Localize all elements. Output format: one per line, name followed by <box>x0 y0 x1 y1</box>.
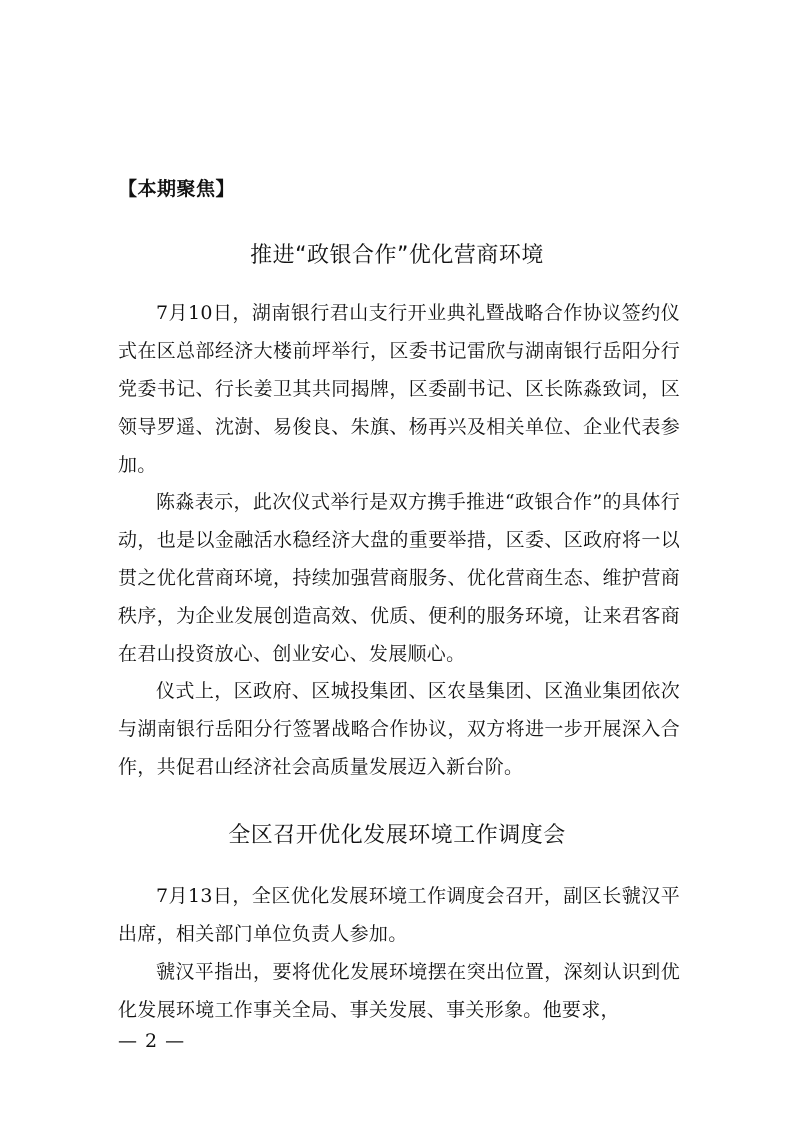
article-2-paragraph-2: 虢汉平指出，要将优化发展环境摆在突出位置，深刻认识到优化发展环境工作事关全局、事关发展、事关形象。他要求， <box>118 961 680 1021</box>
article-2-paragraph-1: 7月13日，全区优化发展环境工作调度会召开，副区长虢汉平出席，相关部门单位负责人参加。 <box>118 885 680 945</box>
article-title-2: 全区召开优化发展环境工作调度会 <box>228 823 566 848</box>
section-tag: 【本期聚焦】 <box>118 178 236 200</box>
article-title-1: 推进“政银合作”优化营商环境 <box>250 243 544 268</box>
page-number: — 2 — <box>118 1030 186 1052</box>
article-1-paragraph-1: 7月10日，湖南银行君山支行开业典礼暨战略合作协议签约仪式在区总部经济大楼前坪举行，区委书记雷欣与湖南银行岳阳分行党委书记、行长姜卫其共同揭牌，区委副书记、区长陈淼致词，区领导罗遥、沈澍、易俊良、朱旗、杨再兴及相关单位、企业代表参加。 <box>118 302 680 476</box>
article-1-paragraph-3: 仪式上，区政府、区城投集团、区农垦集团、区渔业集团依次与湖南银行岳阳分行签署战略合作协议，双方将进一步开展深入合作，共促君山经济社会高质量发展迈入新台阶。 <box>118 680 680 778</box>
article-1-paragraph-2: 陈淼表示，此次仪式举行是双方携手推进“政银合作”的具体行动，也是以金融活水稳经济大盘的重要举措，区委、区政府将一以贯之优化营商环境，持续加强营商服务、优化营商生态、维护营商秩序，为企业发展创造高效、优质、便利的服务环境，让来君客商在君山投资放心、创业安心、发展顺心。 <box>118 491 680 665</box>
